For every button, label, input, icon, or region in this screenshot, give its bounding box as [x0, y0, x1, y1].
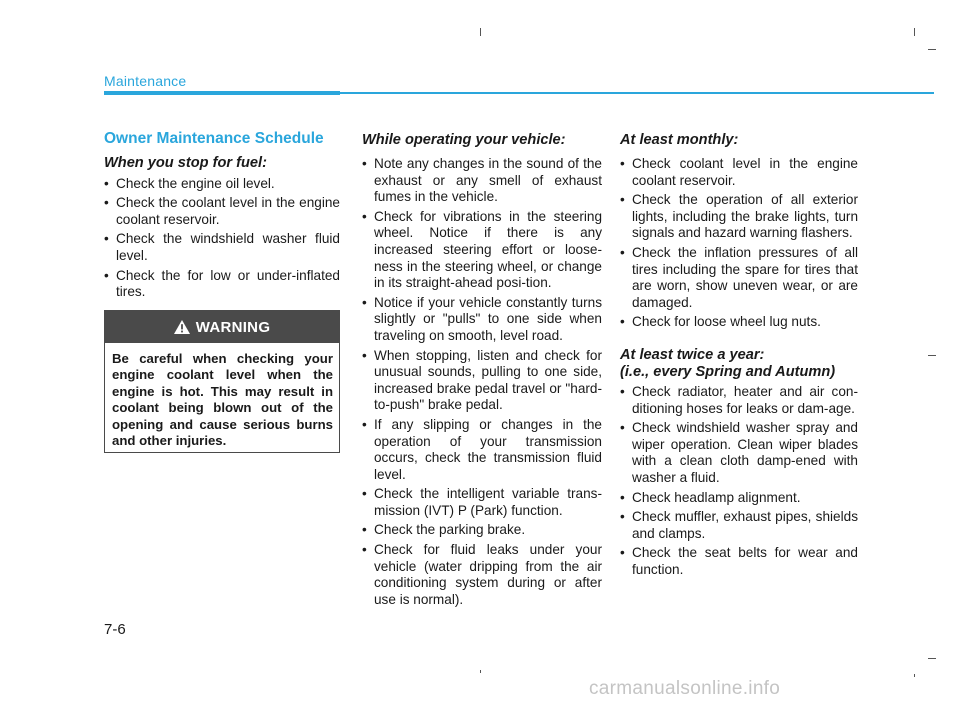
- crop-mark: [928, 49, 936, 50]
- list-item: • Check the seat belts for wear and function.: [620, 545, 858, 578]
- list-item: • Check the inflation pressures of all tires including the spare for tires that are worn, show uneven wear, or are damaged.: [620, 245, 858, 311]
- crop-mark: [480, 28, 481, 36]
- list-item: • Notice if your vehicle constantly turns slightly or "pulls" to one side when traveling on smooth, level road.: [362, 295, 602, 345]
- twice-yearly-heading: [620, 347, 858, 381]
- warning-box: [104, 310, 340, 453]
- fuel-heading: When you stop for fuel:: [104, 154, 267, 171]
- warning-triangle-icon: [174, 320, 190, 334]
- operating-checklist: [362, 156, 602, 608]
- section-header: Maintenance: [104, 73, 187, 89]
- warning-header: [105, 311, 339, 343]
- watermark: carmanualsonline.info: [589, 678, 781, 699]
- page-number: 7-6: [104, 621, 126, 638]
- list-item: • Check for loose wheel lug nuts.: [620, 314, 858, 331]
- header-rule-thick: [104, 91, 340, 95]
- list-item: • Check radiator, heater and air con-ditioning hoses for leaks or dam-age.: [620, 384, 858, 417]
- crop-mark: [480, 670, 481, 673]
- twice-yearly-checklist: [620, 384, 858, 579]
- monthly-checklist: [620, 156, 858, 331]
- list-item: • Check coolant level in the engine coolant reservoir.: [620, 156, 858, 189]
- list-item: • Check muffler, exhaust pipes, shields and clamps.: [620, 509, 858, 542]
- list-item: • Check the coolant level in the engine coolant reservoir.: [104, 195, 340, 228]
- list-item: • Check the intelligent variable trans-mission (IVT) P (Park) function.: [362, 486, 602, 519]
- list-item: • Check the engine oil level.: [104, 176, 340, 193]
- list-item: • Check the for low or under-inflated tires.: [104, 268, 340, 301]
- twice-yearly-heading-line1: At least twice a year:: [620, 346, 765, 363]
- column-right: [620, 130, 858, 581]
- list-item: • Check for fluid leaks under your vehicle (water dripping from the air conditioning system during or after use is normal).: [362, 542, 602, 608]
- warning-text: Be careful when checking your engine coolant level when the engine is hot. This may result in coolant being blown out of the opening and cause serious burns and other injuries.: [112, 351, 333, 449]
- list-item: • If any slipping or changes in the operation of your transmission occurs, check the transmission fluid level.: [362, 417, 602, 483]
- list-item: • Note any changes in the sound of the exhaust or any smell of exhaust fumes in the vehicle.: [362, 156, 602, 206]
- monthly-heading: At least monthly:: [620, 132, 739, 148]
- header-rule-thin: [340, 92, 934, 94]
- crop-mark: [914, 674, 915, 677]
- crop-mark: [914, 28, 915, 36]
- twice-yearly-heading-line2: (i.e., every Spring and Autumn): [620, 363, 836, 380]
- column-middle: [362, 130, 602, 611]
- list-item: • Check the windshield washer fluid level.: [104, 231, 340, 264]
- list-item: • Check windshield washer spray and wiper operation. Clean wiper blades with a clean cloth damp-ened with washer a fluid.: [620, 420, 858, 486]
- operating-heading: While operating your vehicle:: [362, 132, 566, 148]
- list-item: • Check the parking brake.: [362, 522, 602, 539]
- list-item: • When stopping, listen and check for unusual sounds, pulling to one side, increased brake pedal travel or "hard-to-push" brake pedal.: [362, 348, 602, 414]
- list-item: • Check headlamp alignment.: [620, 490, 858, 507]
- crop-mark: [928, 355, 936, 356]
- list-item: • Check for vibrations in the steering wheel. Notice if there is any increased steering effort or loose-ness in the steering wheel, or change in its straight-ahead posi-tion.: [362, 209, 602, 292]
- column-left: [104, 130, 340, 304]
- warning-label: WARNING: [195, 318, 271, 336]
- section-title: Owner Maintenance Schedule: [104, 130, 324, 147]
- crop-mark: [928, 658, 936, 659]
- fuel-checklist: [104, 176, 340, 301]
- list-item: • Check the operation of all exterior lights, including the brake lights, turn signals and hazard warning flashers.: [620, 192, 858, 242]
